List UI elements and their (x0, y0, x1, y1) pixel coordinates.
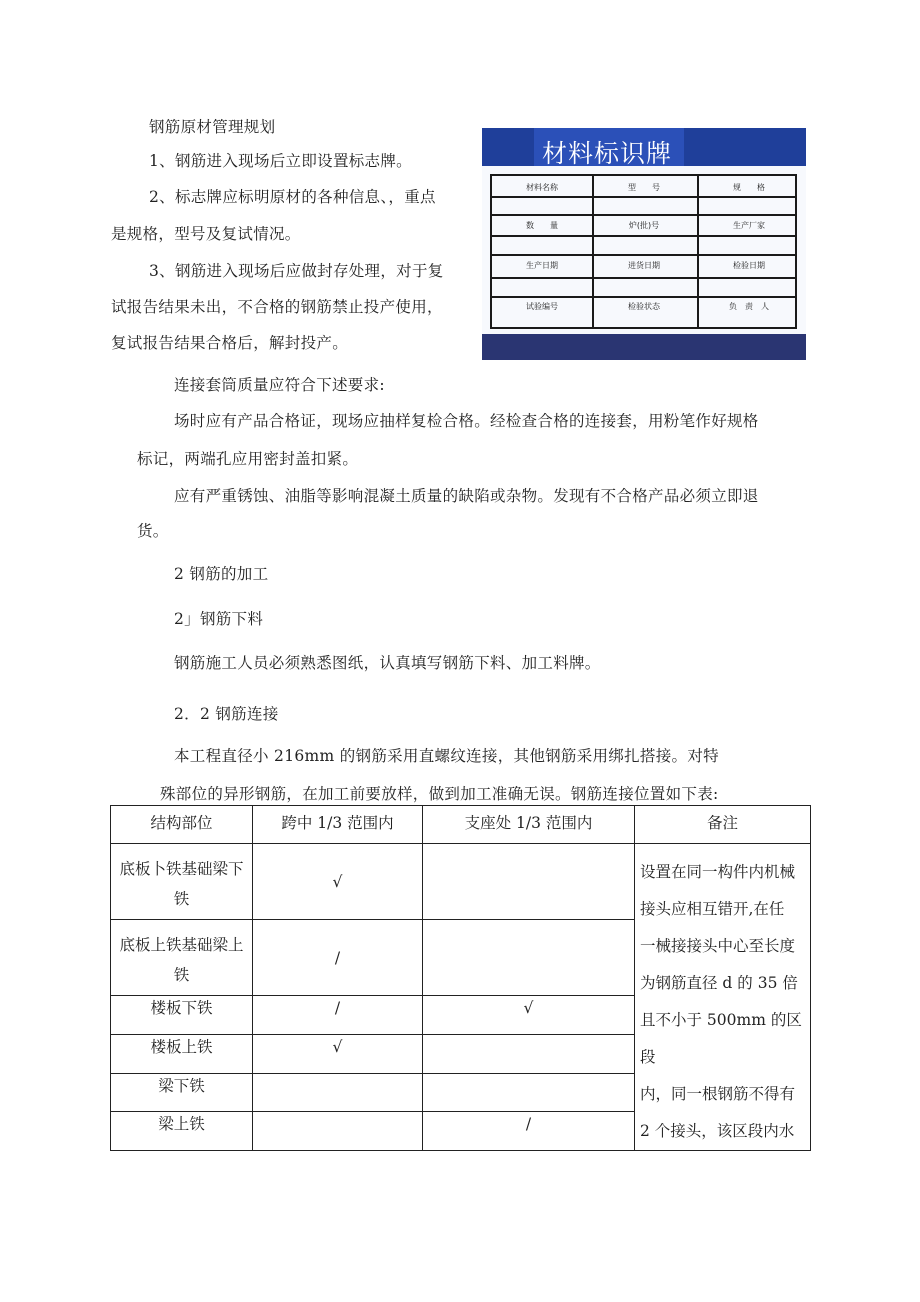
cell-part: 梁上铁 (111, 1112, 253, 1151)
header-support: 支座处 1/3 范围内 (423, 806, 635, 844)
paragraph-8-line-2: 殊部位的异形钢筋，在加工前要放样，做到加工准确无误。钢筋连接位置如下表: (160, 785, 719, 803)
rebar-connection-table (110, 805, 811, 1151)
paragraph-8-line-1: 本工程直径小 216mm 的钢筋采用直螺纹连接，其他钢筋采用绑扎搭接。对特 (174, 747, 719, 765)
note-line: 接头应相互错开,在任 (640, 900, 785, 918)
cell-support: / (423, 1112, 635, 1151)
section-heading-2-1: 2」钢筋下料 (174, 610, 264, 628)
note-line: 为钢筋直径 d 的 35 倍 (640, 974, 798, 992)
cell-part: 底板卜铁基础梁下 铁 (111, 844, 253, 920)
paragraph-3-line-1: 3、钢筋进入现场后应做封存处理，对于复 (149, 262, 444, 280)
note-line: 2 个接头，该区段内水 (640, 1122, 795, 1140)
sign-cell: 材料名称 (526, 183, 558, 192)
sign-cell: 检验状态 (628, 302, 660, 311)
sign-floor-shadow (482, 334, 806, 360)
paragraph-3-line-2: 试报告结果未出，不合格的钢筋禁止投产使用， (111, 298, 443, 316)
sign-cell: 生产厂家 (733, 221, 765, 230)
header-remarks: 备注 (635, 806, 811, 844)
paragraph-5-line-2: 标记，两端孔应用密封盖扣紧。 (137, 450, 359, 468)
paragraph-3-line-3: 复试报告结果合格后，解封投产。 (111, 334, 349, 352)
sign-cell: 生产日期 (526, 261, 558, 270)
table-row (111, 844, 811, 920)
cell-mid (253, 1112, 423, 1151)
cell-support (423, 844, 635, 920)
sign-cell: 试验编号 (526, 302, 558, 311)
cell-support (423, 1035, 635, 1074)
cell-mid: / (253, 920, 423, 996)
sign-cell: 数 量 (526, 221, 558, 230)
cell-mid: / (253, 996, 423, 1035)
paragraph-7: 钢筋施工人员必须熟悉图纸，认真填写钢筋下料、加工料牌。 (174, 654, 601, 672)
paragraph-4: 连接套筒质量应符合下述要求: (174, 376, 385, 394)
cell-part: 底板上铁基础梁上 铁 (111, 920, 253, 996)
sign-cell: 型 号 (628, 183, 660, 192)
cell-part: 楼板下铁 (111, 996, 253, 1035)
paragraph-1: 1、钢筋进入现场后立即设置标志牌。 (149, 152, 412, 170)
cell-mid: √ (253, 844, 423, 920)
cell-mid: √ (253, 1035, 423, 1074)
cell-support: √ (423, 996, 635, 1035)
section-heading-rebar-material: 钢筋原材管理规划 (149, 118, 276, 136)
sign-grid (490, 174, 797, 329)
material-sign-photo (482, 128, 806, 360)
section-heading-2-2: 2．2 钢筋连接 (174, 705, 279, 723)
cell-part: 楼板上铁 (111, 1035, 253, 1074)
sign-cell: 负 责 人 (729, 302, 769, 311)
sign-cell: 检验日期 (733, 261, 765, 270)
section-heading-2: 2 钢筋的加工 (174, 565, 269, 583)
header-structure-part: 结构部位 (111, 806, 253, 844)
note-line: 且不小于 500mm 的区段 (640, 1011, 802, 1066)
paragraph-2-line-1: 2、标志牌应标明原材的各种信息、，重点 (149, 188, 436, 206)
cell-remarks (635, 844, 811, 1151)
cell-support (423, 920, 635, 996)
cell-part: 梁下铁 (111, 1073, 253, 1112)
sign-cell: 炉(批)号 (628, 221, 660, 230)
table-header-row (111, 806, 811, 844)
cell-mid (253, 1073, 423, 1112)
paragraph-2-line-2: 是规格，型号及复试情况。 (111, 225, 301, 243)
note-line: 设置在同一构件内机械 (640, 863, 796, 881)
cell-support (423, 1073, 635, 1112)
sign-cell: 进货日期 (628, 261, 660, 270)
sign-cell: 规 格 (733, 183, 765, 192)
header-mid-span: 跨中 1/3 范围内 (253, 806, 423, 844)
note-line: 一械接接头中心至长度 (640, 937, 796, 955)
note-line: 内，同一根钢筋不得有 (640, 1085, 796, 1103)
sign-title: 材料标识牌 (542, 139, 673, 168)
paragraph-6-line-2: 货。 (137, 522, 169, 540)
paragraph-5-line-1: 场时应有产品合格证，现场应抽样复检合格。经检查合格的连接套，用粉笔作好规格 (174, 412, 759, 430)
paragraph-6-line-1: 应有严重锈蚀、油脂等影响混凝土质量的缺陷或杂物。发现有不合格产品必须立即退 (174, 487, 759, 505)
